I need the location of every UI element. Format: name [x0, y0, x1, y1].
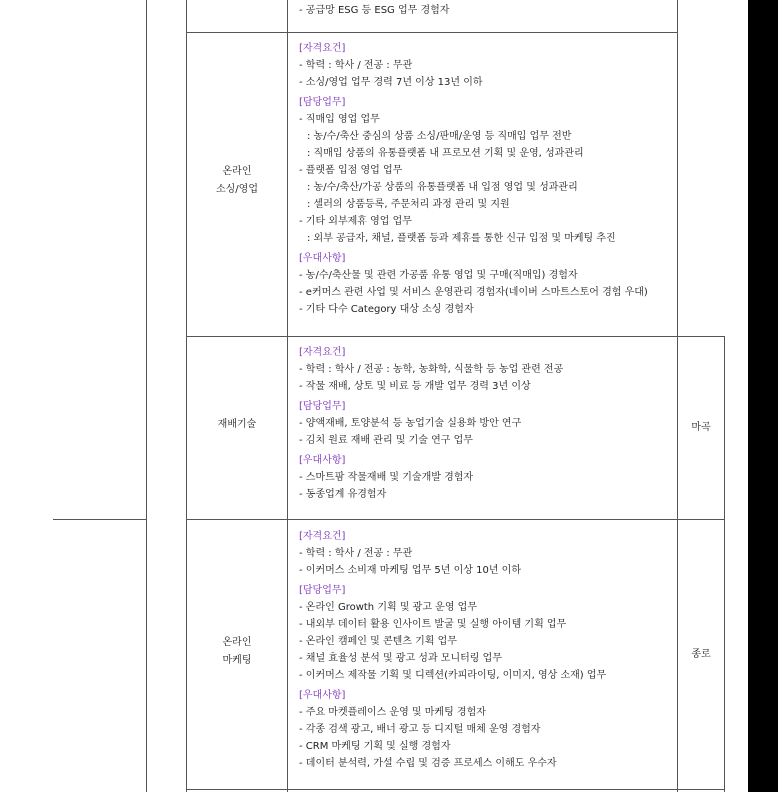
list-item: - 이커머스 제작물 기획 및 디렉션(카피라이팅, 이미지, 영상 소재) 업무: [299, 670, 607, 681]
job-title-online-marketing: [187, 634, 287, 670]
column-divider: [724, 336, 725, 792]
list-item: - 온라인 캠페인 및 콘텐츠 기획 업무: [299, 636, 457, 647]
section-heading: [자격요건]: [299, 43, 346, 54]
list-item: - 작물 재배, 상토 및 비료 등 개발 업무 경력 3년 이상: [299, 381, 531, 392]
section-heading: [자격요건]: [299, 347, 346, 358]
list-item: - 공급망 ESG 등 ESG 업무 경험자: [299, 5, 450, 16]
job-details-cultivation: [299, 344, 675, 503]
section-heading: [담당업무]: [299, 401, 346, 412]
list-item: - 학력 : 학사 / 전공 : 무관: [299, 60, 413, 71]
row-divider: [186, 519, 725, 520]
sub-list-item: : 농/수/축산/가공 상품의 유통플랫폼 내 입점 영업 및 성과관리: [307, 182, 578, 193]
row-divider: [186, 32, 678, 33]
job-title-online-sourcing: [187, 163, 287, 199]
row-divider: [186, 789, 725, 790]
list-item: - 양액재배, 토양분석 등 농업기술 실용화 방안 연구: [299, 418, 522, 429]
section-heading: [담당업무]: [299, 585, 346, 596]
job-details-online-marketing: [299, 528, 675, 772]
section-heading: [담당업무]: [299, 97, 346, 108]
job-title-line: 온라인: [222, 166, 252, 177]
job-title-cultivation: [187, 416, 287, 434]
list-item: - 플랫폼 입점 영업 업무: [299, 165, 403, 176]
section-heading: [우대사항]: [299, 690, 346, 701]
list-item: - 스마트팜 작물재배 및 기술개발 경험자: [299, 472, 474, 483]
list-item: - 채널 효율성 분석 및 광고 성과 모니터링 업무: [299, 653, 502, 664]
list-item: - 직매입 영업 업무: [299, 114, 380, 125]
list-item: - 농/수/축산물 및 관련 가공품 유통 영업 및 구매(직매입) 경험자: [299, 270, 578, 281]
list-item: - 학력 : 학사 / 전공 : 무관: [299, 548, 413, 559]
list-item: - 소싱/영업 업무 경력 7년 이상 13년 이하: [299, 77, 483, 88]
list-item: - CRM 마케팅 기획 및 실행 경험자: [299, 741, 451, 752]
job-title-line: 마케팅: [222, 655, 252, 666]
list-item: - 학력 : 학사 / 전공 : 농학, 농화학, 식물학 등 농업 관련 전공: [299, 364, 564, 375]
list-item: - 각종 검색 광고, 배너 광고 등 디지털 매체 운영 경험자: [299, 724, 541, 735]
list-item: - 김치 원료 재배 관리 및 기술 연구 업무: [299, 435, 473, 446]
sub-list-item: : 직매입 상품의 유통플랫폼 내 프로모션 기획 및 운영, 성과관리: [307, 148, 584, 159]
sub-list-item: : 농/수/축산 중심의 상품 소싱/판매/운영 등 직매입 업무 전반: [307, 131, 572, 142]
column-divider: [186, 0, 187, 792]
list-item: - 이커머스 소비재 마케팅 업무 5년 이상 10년 이하: [299, 565, 522, 576]
row-divider: [53, 519, 147, 520]
job-title-line: 소싱/영업: [215, 184, 258, 195]
row-divider: [186, 336, 725, 337]
list-item: - 동종업계 유경험자: [299, 489, 387, 500]
column-divider: [677, 0, 678, 792]
list-item: - 기타 다수 Category 대상 소싱 경험자: [299, 304, 474, 315]
location-jongno: 종로: [691, 649, 711, 660]
sub-list-item: : 외부 공급자, 채널, 플랫폼 등과 제휴를 통한 신규 입점 및 마케팅 추진: [307, 233, 616, 244]
section-heading: [자격요건]: [299, 531, 346, 542]
list-item: - 내외부 데이터 활용 인사이트 발굴 및 실행 아이템 기획 업무: [299, 619, 567, 630]
column-divider: [287, 0, 288, 792]
location-magok: 마곡: [691, 422, 711, 433]
section-heading: [우대사항]: [299, 253, 346, 264]
section-heading: [우대사항]: [299, 455, 346, 466]
list-item: - e커머스 관련 사업 및 서비스 운영관리 경험자(네이버 스마트스토어 경험 우대): [299, 287, 648, 298]
column-divider: [146, 0, 147, 792]
top-row-content: [299, 2, 675, 19]
job-title-line: 재배기술: [217, 419, 257, 430]
job-details-online-sourcing: [299, 40, 675, 318]
list-item: - 주요 마켓플레이스 운영 및 마케팅 경험자: [299, 707, 486, 718]
list-item: - 온라인 Growth 기획 및 광고 운영 업무: [299, 602, 477, 613]
list-item: - 기타 외부제휴 영업 업무: [299, 216, 412, 227]
sub-list-item: : 셀러의 상품등록, 주문처리 과정 관리 및 지원: [307, 199, 510, 210]
job-title-line: 온라인: [222, 637, 252, 648]
list-item: - 데이터 분석력, 가설 수립 및 검증 프로세스 이해도 우수자: [299, 758, 557, 769]
